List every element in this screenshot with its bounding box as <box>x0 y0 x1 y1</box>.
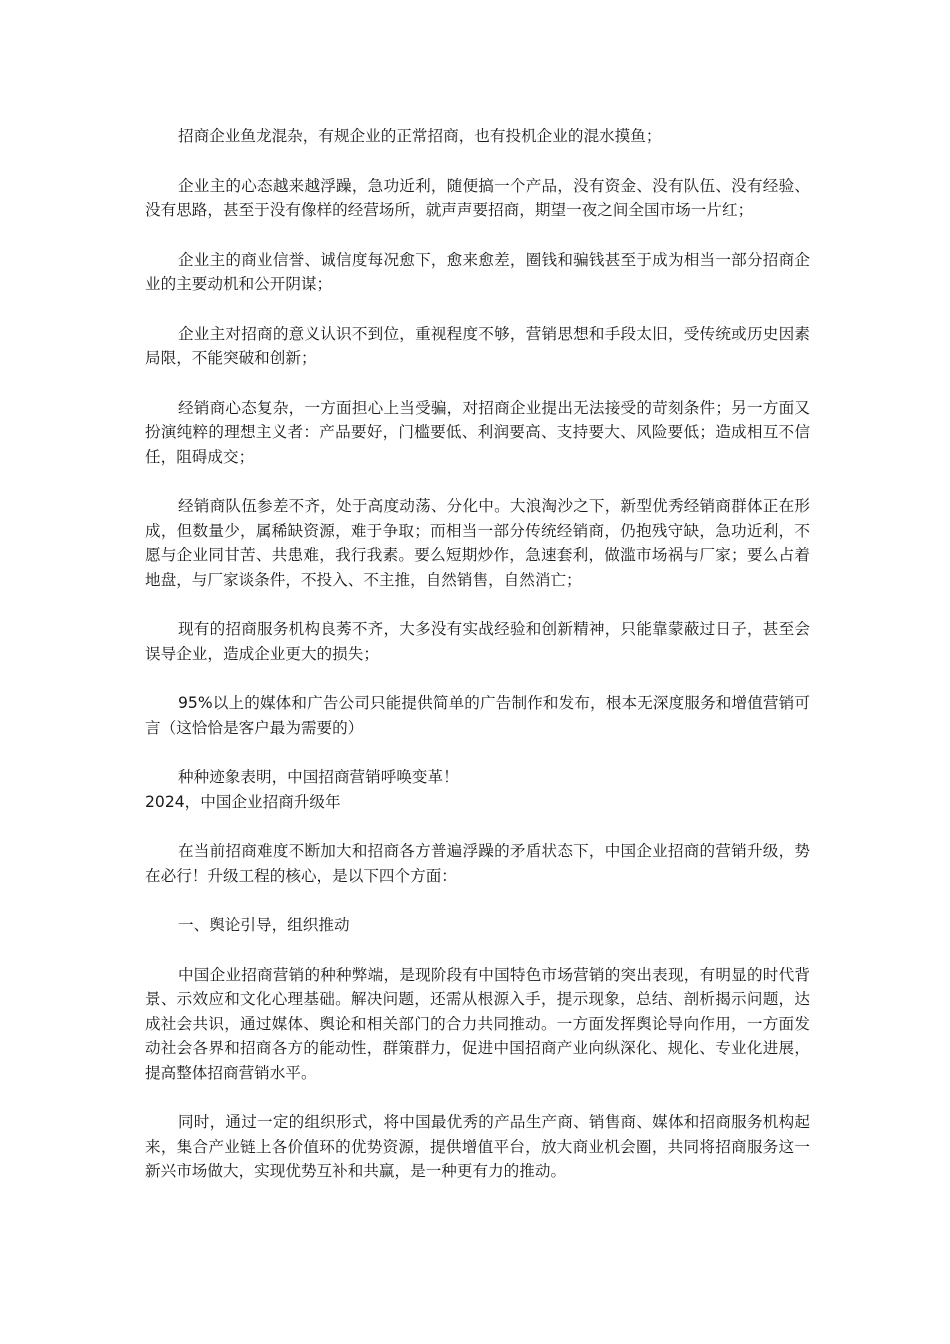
paragraph: 招商企业鱼龙混杂，有规企业的正常招商，也有投机企业的混水摸鱼； <box>178 127 662 145</box>
paragraph: 中国企业招商营销的种种弊端，是现阶段有中国特色市场营销的突出表现，有明显的时代背景、示效应和文化心理基础。解决问题，还需从根源入手，提示现象，总结、剖析揭示问题，达成社会共识，通过媒体、舆论和相关部门的合力共同推动。一方面发挥舆论导向作用，一方面发动社会各界和招商各方的能动性，群策群力，促进中国招商产业向纵深化、规化、专业化进展，提高整体招商营销水平。 <box>145 965 810 1082</box>
section-heading: 2024，中国企业招商升级年 <box>145 792 341 811</box>
paragraph: 企业主对招商的意义认识不到位，重视程度不够，营销思想和手段太旧，受传统或历史因素局限，不能突破和创新； <box>145 324 810 367</box>
paragraph: 95%以上的媒体和广告公司只能提供简单的广告制作和发布，根本无深度服务和增值营销可言（这恰恰是客户最为需要的） <box>145 694 810 737</box>
paragraph: 企业主的商业信誉、诚信度每况愈下，愈来愈差，圈钱和骗钱甚至于成为相当一部分招商企业的主要动机和公开阴谋； <box>145 250 810 293</box>
paragraph: 同时，通过一定的组织形式，将中国最优秀的产品生产商、销售商、媒体和招商服务机构起来，集合产业链上各价值环的优势资源，提供增值平台，放大商业机会圈，共同将招商服务这一新兴市场做大，实现优势互补和共赢，是一种更有力的推动。 <box>145 1113 810 1180</box>
paragraph: 经销商队伍参差不齐，处于高度动荡、分化中。大浪淘沙之下，新型优秀经销商群体正在形成，但数量少，属稀缺资源，难于争取；而相当一部分传统经销商，仍抱残守缺，急功近利，不愿与企业同甘苦、共患难，我行我素。要么短期炒作，急速套利，做滥市场祸与厂家；要么占着地盘，与厂家谈条件，不投入、不主推，自然销售，自然消亡； <box>145 497 810 589</box>
section-heading: 一、舆论引导，组织推动 <box>178 916 350 934</box>
paragraph: 种种迹象表明，中国招商营销呼唤变革！ <box>178 768 459 786</box>
paragraph: 企业主的心态越来越浮躁，急功近利，随便搞一个产品，没有资金、没有队伍、没有经验、没有思路，甚至于没有像样的经营场所，就声声要招商，期望一夜之间全国市场一片红； <box>145 176 810 219</box>
paragraph: 现有的招商服务机构良莠不齐，大多没有实战经验和创新精神，只能靠蒙蔽过日子，甚至会误导企业，造成企业更大的损失； <box>145 620 810 663</box>
paragraph: 经销商心态复杂，一方面担心上当受骗，对招商企业提出无法接受的苛刻条件；另一方面又扮演纯粹的理想主义者：产品要好，门槛要低、利润要高、支持要大、风险要低；造成相互不信任，阻碍成交； <box>145 398 810 466</box>
paragraph: 在当前招商难度不断加大和招商各方普遍浮躁的矛盾状态下，中国企业招商的营销升级，势在必行！升级工程的核心，是以下四个方面： <box>145 842 810 885</box>
document-body <box>145 124 810 1209</box>
